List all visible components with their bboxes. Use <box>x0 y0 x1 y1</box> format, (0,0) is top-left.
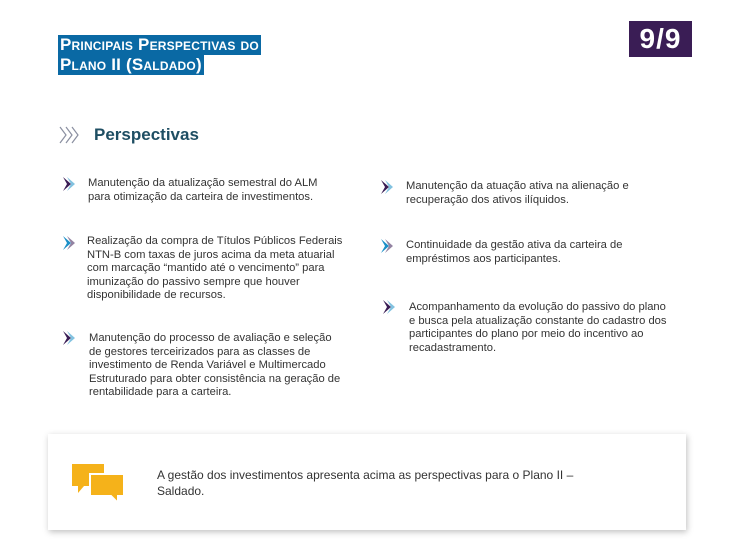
purple-arrow-icon <box>382 299 396 315</box>
page-number-badge: 9/9 <box>629 21 692 57</box>
bullet-text: Manutenção da atualização semestral do ALM para otimização da carteira de investimentos. <box>88 177 318 203</box>
bullet-text: Manutenção da atuação ativa na alienação e recuperação dos ativos ilíquidos. <box>406 180 629 206</box>
bullet-right-3 <box>382 299 672 355</box>
bullet-right-1 <box>380 179 670 207</box>
section-title: Perspectivas <box>94 125 199 144</box>
bullet-left-3 <box>62 330 344 400</box>
triple-chevron-right-icon <box>58 124 82 146</box>
chat-bubbles-icon <box>70 462 126 504</box>
bullet-left-2 <box>62 235 344 303</box>
summary-callout <box>48 434 686 530</box>
purple-arrow-icon <box>62 330 76 346</box>
bullet-left-1 <box>62 176 332 204</box>
blue-arrow-icon <box>62 235 76 251</box>
title-line-1: Principais Perspectivas do <box>60 35 259 54</box>
callout-text: A gestão dos investimentos apresenta acima as perspectivas para o Plano II – Saldado. <box>157 468 574 498</box>
bullet-text: Realização da compra de Títulos Públicos Federais NTN-B com taxas de juros acima da meta atuarial com marcação “mantido até o vencimento” para imunização do passivo sempre que houver disponibilidade de recursos. <box>87 235 343 302</box>
purple-arrow-icon <box>380 179 394 195</box>
bullet-text: Continuidade da gestão ativa da carteira de empréstimos aos participantes. <box>406 239 623 265</box>
title-line-2: Plano II (Saldado) <box>60 55 202 74</box>
purple-arrow-icon <box>62 176 76 192</box>
bullet-text: Manutenção do processo de avaliação e seleção de gestores terceirizados para as classes de investimento de Renda Variável e Multimercado Estruturado para obter consistência na geração de rentabilidade para a carteira. <box>89 332 341 399</box>
blue-arrow-icon <box>380 238 394 254</box>
bullet-text: Acompanhamento da evolução do passivo do plano e busca pela atualização constante do cadastro dos participantes do plano por meio do incentivo ao recadastramento. <box>409 301 667 354</box>
section-heading <box>58 124 199 146</box>
slide-title <box>58 35 318 75</box>
bullet-right-2 <box>380 238 670 266</box>
